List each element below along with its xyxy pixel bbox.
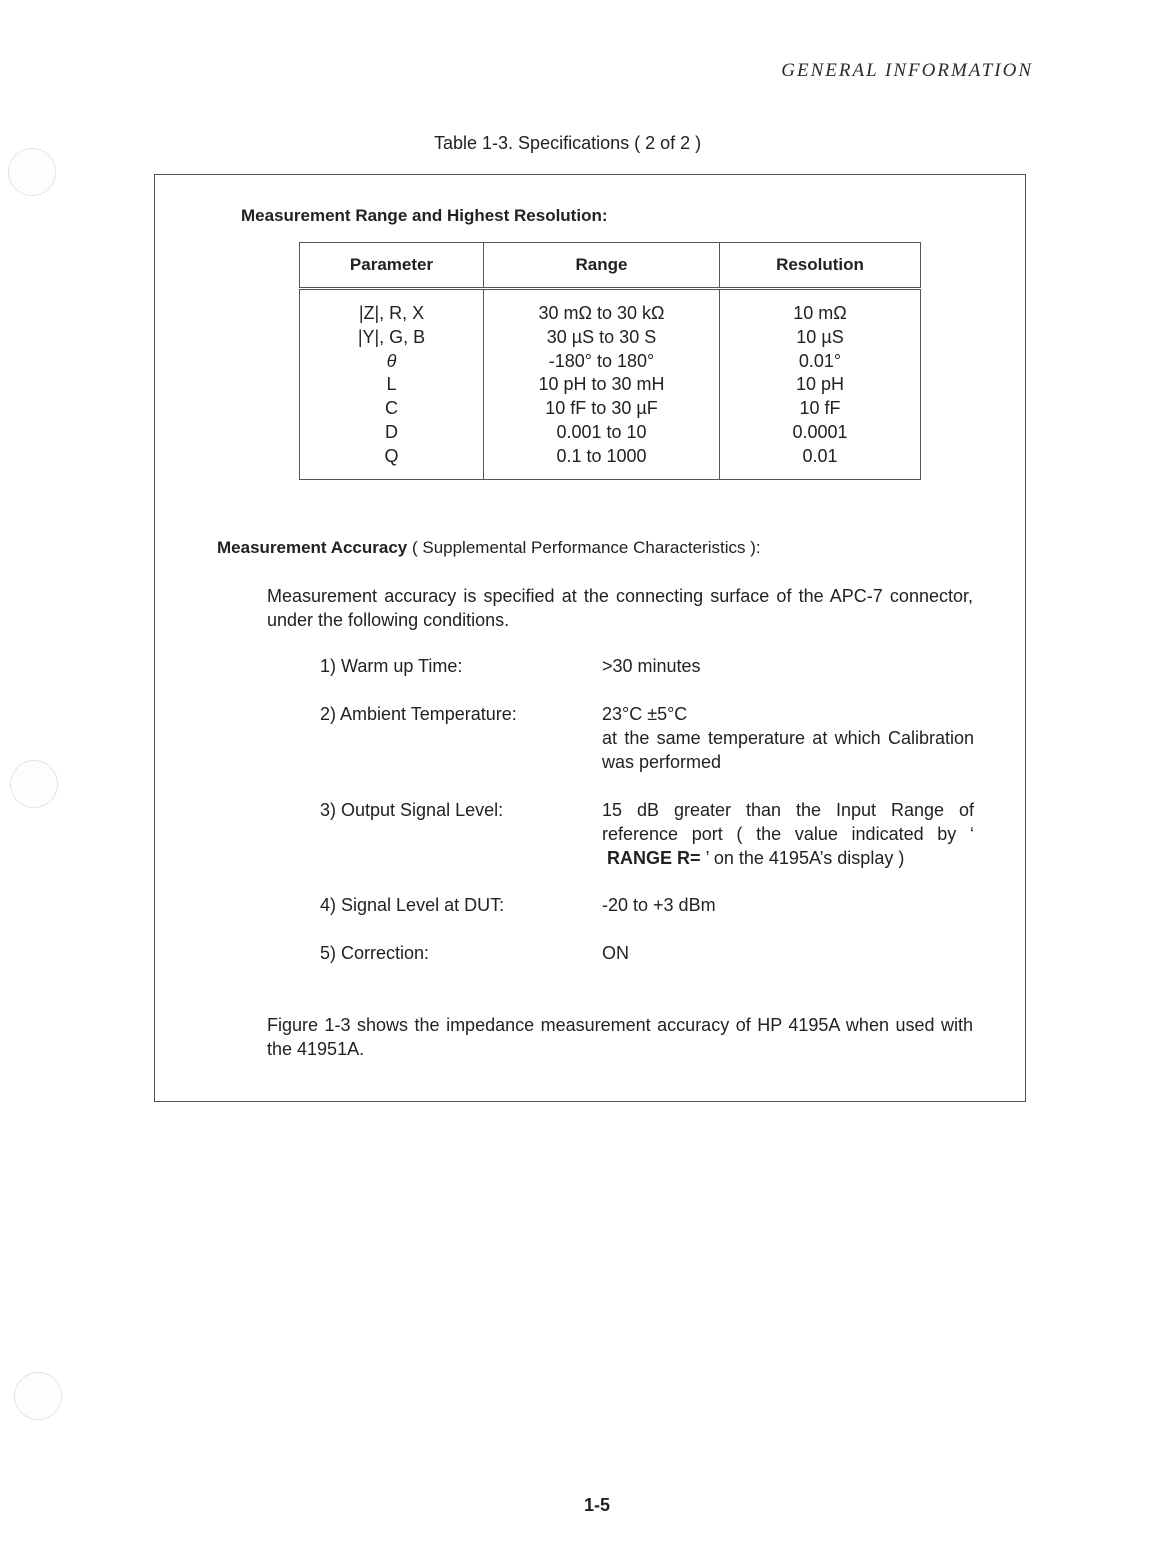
table-cell: 10 fF: [799, 398, 841, 419]
binder-hole-middle: [10, 760, 58, 808]
condition-value: [602, 941, 974, 965]
range-column: [484, 289, 720, 480]
table-cell: -180° to 180°: [548, 350, 655, 371]
table-cell: D: [385, 421, 398, 442]
range-resolution-table: [299, 242, 921, 480]
condition-value-text: -20 to +3 dBm: [602, 895, 716, 915]
table-cell: 0.1 to 1000: [556, 445, 647, 466]
figure-reference-paragraph: Figure 1-3 shows the impedance measurement accuracy of HP 4195A when used with the 41951A.: [267, 1015, 973, 1059]
binder-hole-bottom: [14, 1372, 62, 1420]
condition-value-text: 15 dB greater than the Input Range of reference port ( the value indicated by ‘: [602, 800, 974, 844]
table-cell: Q: [384, 445, 399, 466]
accuracy-section-heading: [217, 538, 761, 558]
condition-value-text: ’ on the 4195A’s display ): [705, 848, 905, 868]
binder-hole-top: [8, 148, 56, 196]
table-cell: 30 mΩ to 30 kΩ: [538, 303, 665, 323]
running-header: GENERAL INFORMATION: [781, 60, 1033, 81]
table-cell: 10 µS: [796, 326, 844, 347]
table-body-row: [300, 289, 921, 480]
table-cell: θ: [386, 350, 397, 371]
condition-value-text: >30 minutes: [602, 656, 701, 676]
condition-label: 3) Output Signal Level:: [320, 800, 504, 820]
table-cell: |Y|, G, B: [357, 326, 426, 347]
table-cell: L: [386, 374, 397, 395]
accuracy-heading-bold: Measurement Accuracy: [217, 538, 408, 557]
column-header-parameter: Parameter: [300, 243, 484, 289]
table-cell: C: [385, 398, 398, 419]
condition-label: 1) Warm up Time:: [320, 656, 463, 676]
parameter-column: [300, 289, 484, 480]
accuracy-intro-paragraph: Measurement accuracy is specified at the connecting surface of the APC-7 connector, under the following conditions.: [267, 586, 973, 630]
column-header-range: Range: [484, 243, 720, 289]
condition-value: [602, 654, 974, 678]
condition-label: 4) Signal Level at DUT:: [320, 895, 505, 915]
condition-value: [602, 893, 974, 917]
condition-value-text: 23°C ±5°C: [602, 704, 688, 724]
table-caption: Table 1-3. Specifications ( 2 of 2 ): [434, 133, 702, 153]
condition-label: 5) Correction:: [320, 943, 430, 963]
accuracy-heading-rest: ( Supplemental Performance Characteristics ):: [407, 538, 761, 557]
range-r-label: RANGE R=: [602, 848, 706, 868]
table-cell: 10 pH to 30 mH: [538, 374, 665, 395]
condition-label: 2) Ambient Temperature:: [320, 704, 517, 724]
condition-value: [602, 702, 974, 774]
column-header-resolution: Resolution: [720, 243, 921, 289]
table-cell: 0.01°: [798, 350, 842, 371]
condition-value-text: at the same temperature at which Calibration was performed: [602, 728, 974, 772]
table-cell: 10 fF to 30 µF: [545, 398, 658, 419]
range-section-heading: Measurement Range and Highest Resolution:: [241, 206, 608, 225]
table-header-row: [300, 243, 921, 289]
page-number: 1-5: [584, 1495, 611, 1515]
table-cell: 0.01: [802, 445, 838, 466]
table-cell: 10 mΩ: [793, 303, 847, 323]
resolution-column: [720, 289, 921, 480]
condition-value: [602, 798, 974, 870]
table-cell: 0.0001: [792, 421, 848, 442]
table-cell: 0.001 to 10: [556, 421, 647, 442]
table-cell: |Z|, R, X: [358, 303, 425, 323]
table-cell: 30 µS to 30 S: [546, 326, 657, 347]
condition-value-text: ON: [602, 943, 629, 963]
table-cell: 10 pH: [795, 374, 845, 395]
